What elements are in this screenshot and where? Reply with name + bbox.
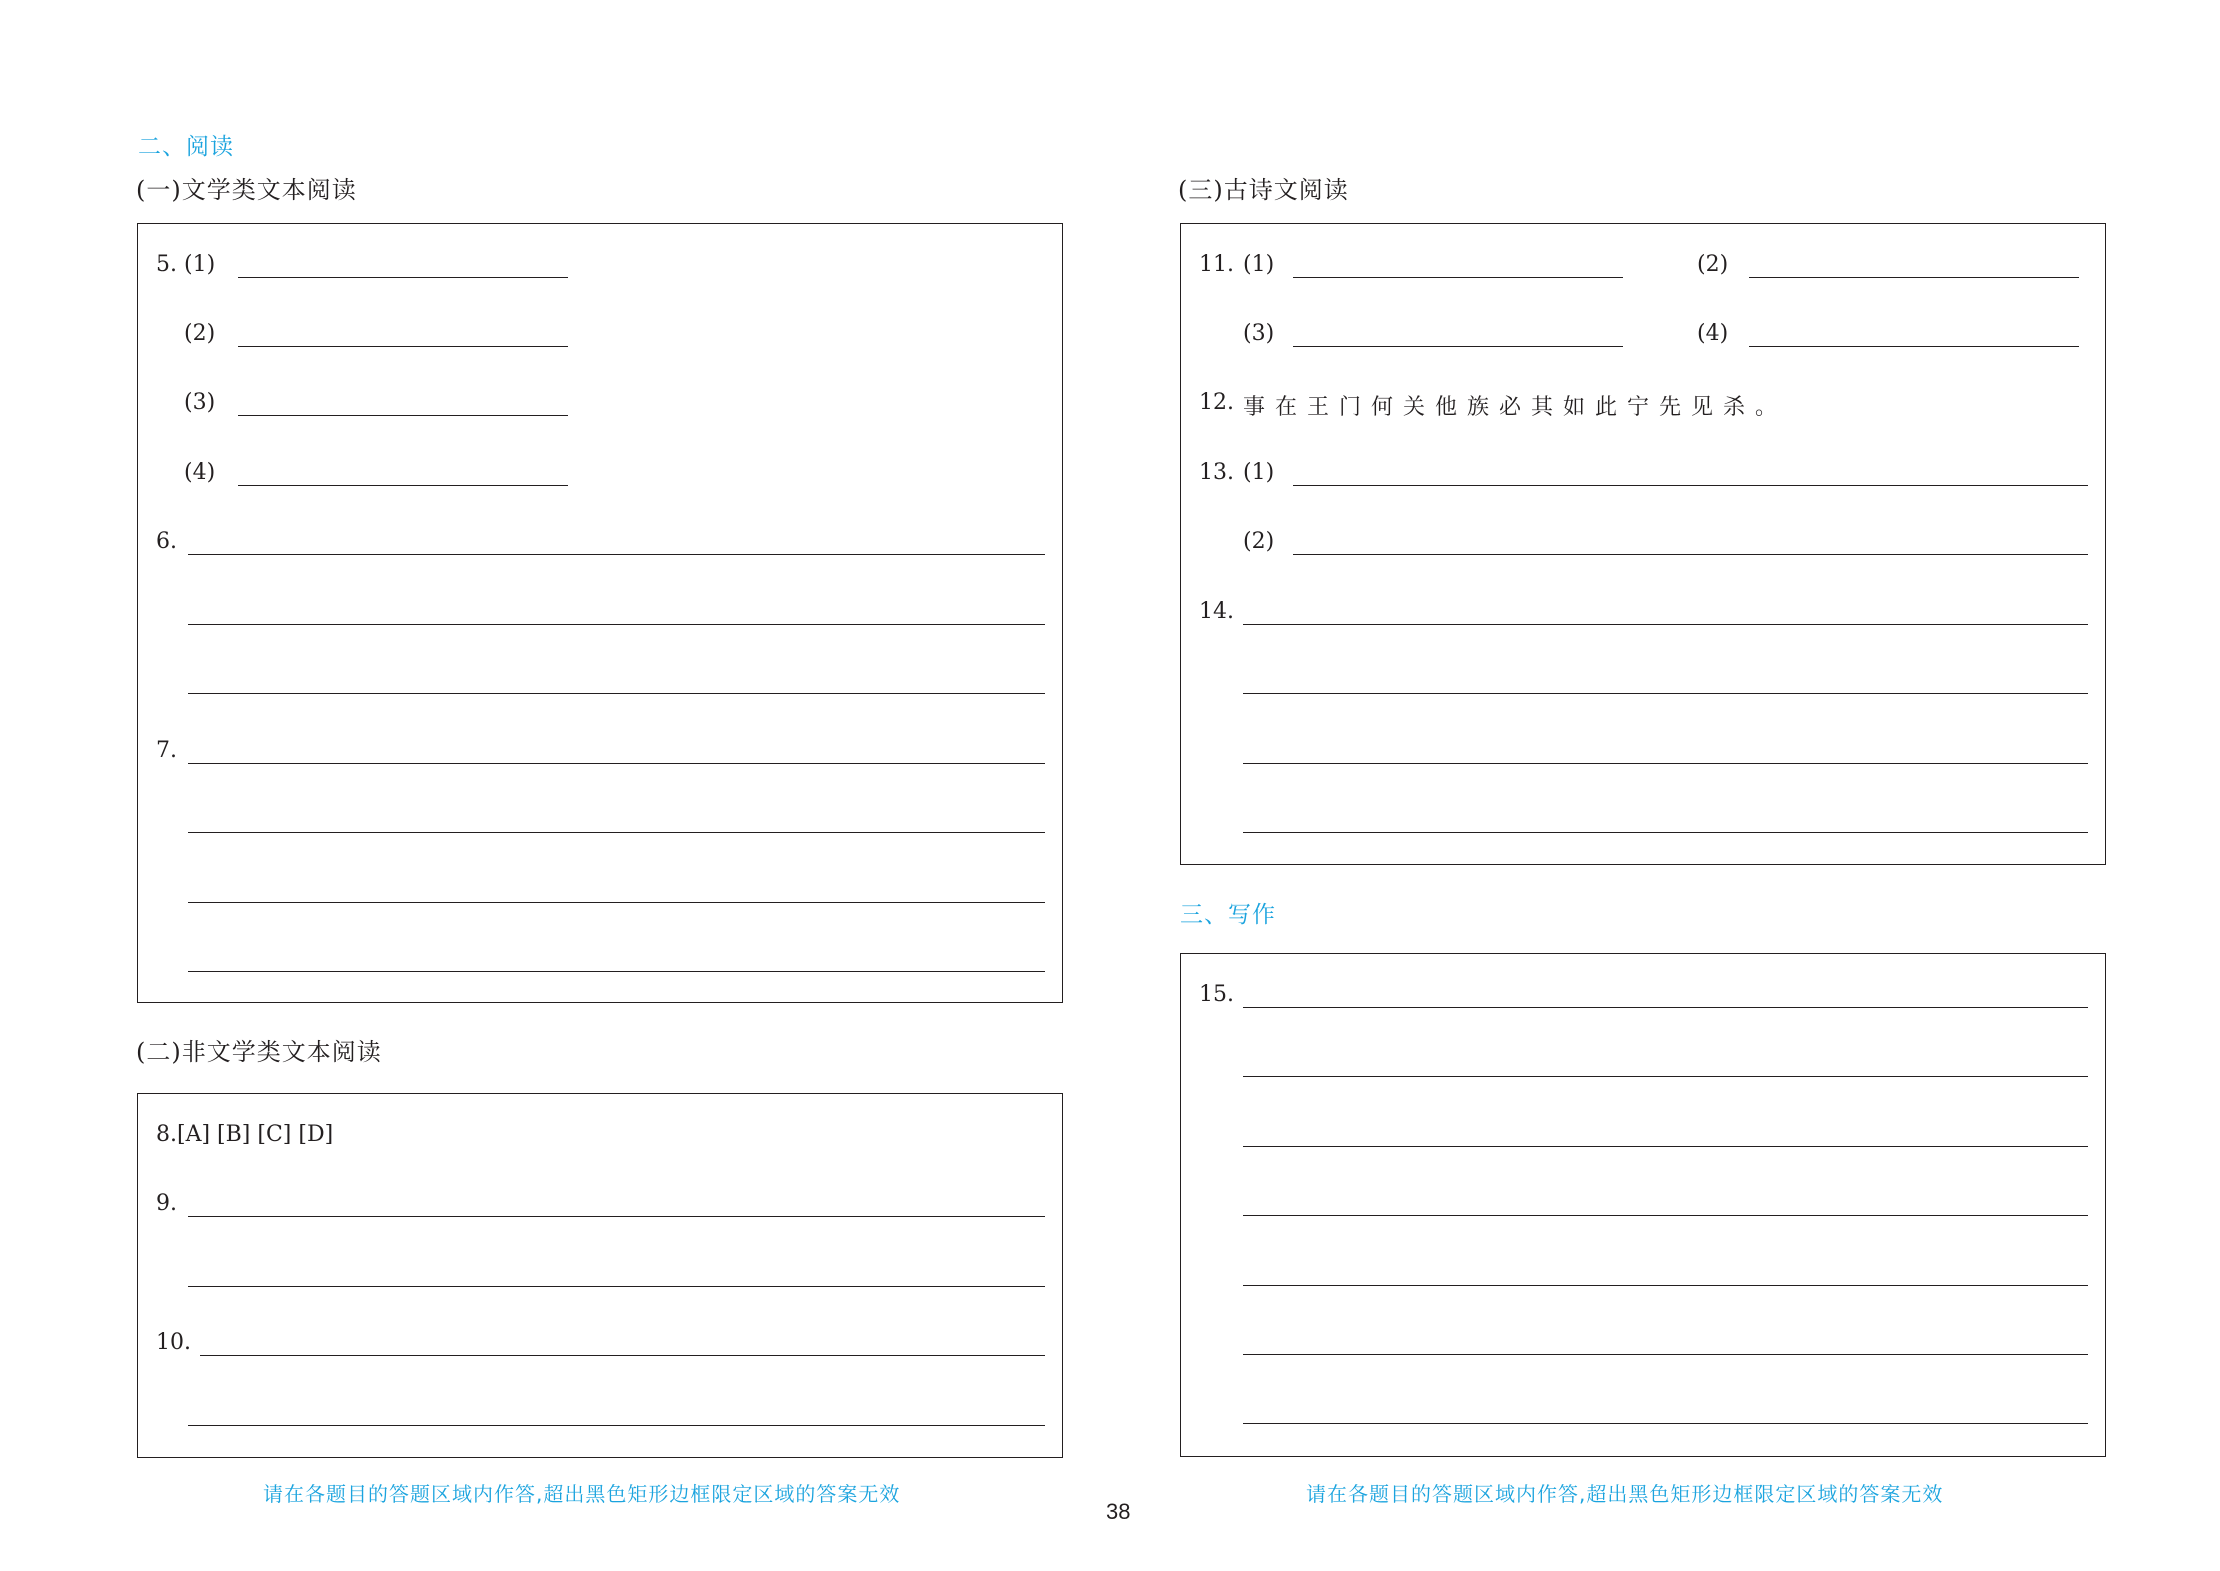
q14-answer-line[interactable] [1243, 763, 2088, 764]
q7-answer-line[interactable] [188, 832, 1045, 833]
q9-answer-line[interactable] [188, 1216, 1045, 1217]
q5-part1-answer-line[interactable] [238, 277, 568, 278]
q15-answer-line[interactable] [1243, 1215, 2088, 1216]
q13-part1-answer-line[interactable] [1293, 485, 2088, 486]
q11-part3-answer-line[interactable] [1293, 346, 1623, 347]
subsection-classical-title: (三)古诗文阅读 [1178, 176, 1349, 204]
answer-box-writing [1180, 953, 2106, 1457]
q5-part3-label: (3) [184, 390, 216, 415]
q11-part1-label: (1) [1243, 252, 1275, 277]
q15-number: 15. [1199, 982, 1234, 1007]
q14-number: 14. [1199, 599, 1234, 624]
footer-instruction-right: 请在各题目的答题区域内作答,超出黑色矩形边框限定区域的答案无效 [1306, 1482, 1944, 1506]
q13-part2-answer-line[interactable] [1293, 554, 2088, 555]
q6-number: 6. [156, 529, 177, 554]
q13-part2-label: (2) [1243, 529, 1275, 554]
q5-part4-answer-line[interactable] [238, 485, 568, 486]
q15-answer-line[interactable] [1243, 1285, 2088, 1286]
subsection-nonliterary-title: (二)非文学类文本阅读 [136, 1038, 382, 1066]
q11-part4-answer-line[interactable] [1749, 346, 2079, 347]
q13-number: 13. [1199, 460, 1234, 485]
q7-number: 7. [156, 738, 177, 763]
q11-part1-answer-line[interactable] [1293, 277, 1623, 278]
footer-instruction-left: 请在各题目的答题区域内作答,超出黑色矩形边框限定区域的答案无效 [263, 1482, 901, 1506]
q11-part3-label: (3) [1243, 321, 1275, 346]
q7-answer-line[interactable] [188, 971, 1045, 972]
answer-box-literary [137, 223, 1063, 1003]
answer-box-nonliterary [137, 1093, 1063, 1458]
q11-part2-label: (2) [1697, 252, 1729, 277]
q10-answer-line[interactable] [200, 1355, 1045, 1356]
q6-answer-line[interactable] [188, 624, 1045, 625]
q5-part1-label: (1) [184, 252, 216, 277]
q11-part4-label: (4) [1697, 321, 1729, 346]
page-number: 38 [1106, 1499, 1131, 1524]
q15-answer-line[interactable] [1243, 1423, 2088, 1424]
q15-answer-line[interactable] [1243, 1354, 2088, 1355]
q11-part2-answer-line[interactable] [1749, 277, 2079, 278]
q6-answer-line[interactable] [188, 693, 1045, 694]
q5-part2-label: (2) [184, 321, 216, 346]
q6-answer-line[interactable] [188, 554, 1045, 555]
q10-number: 10. [156, 1330, 191, 1355]
q14-answer-line[interactable] [1243, 832, 2088, 833]
q15-answer-line[interactable] [1243, 1076, 2088, 1077]
q14-answer-line[interactable] [1243, 693, 2088, 694]
section-reading-title: 二、阅读 [138, 134, 234, 160]
q7-answer-line[interactable] [188, 763, 1045, 764]
q15-answer-line[interactable] [1243, 1146, 2088, 1147]
q12-sentence[interactable]: 事在王门何关他族必其如此宁先见杀。 [1243, 395, 1788, 420]
q10-answer-line[interactable] [188, 1425, 1045, 1426]
section-writing-title: 三、写作 [1180, 902, 1276, 928]
q5-part3-answer-line[interactable] [238, 415, 568, 416]
q7-answer-line[interactable] [188, 902, 1045, 903]
q5-part2-answer-line[interactable] [238, 346, 568, 347]
q5-number: 5. [156, 252, 177, 277]
q12-number: 12. [1199, 390, 1234, 415]
subsection-literary-title: (一)文学类文本阅读 [136, 176, 357, 204]
q9-answer-line[interactable] [188, 1286, 1045, 1287]
q13-part1-label: (1) [1243, 460, 1275, 485]
q9-number: 9. [156, 1191, 177, 1216]
q15-answer-line[interactable] [1243, 1007, 2088, 1008]
q8-choices[interactable]: 8.[A] [B] [C] [D] [156, 1122, 334, 1147]
q14-answer-line[interactable] [1243, 624, 2088, 625]
answer-box-classical [1180, 223, 2106, 865]
q11-number: 11. [1199, 252, 1234, 277]
q5-part4-label: (4) [184, 460, 216, 485]
